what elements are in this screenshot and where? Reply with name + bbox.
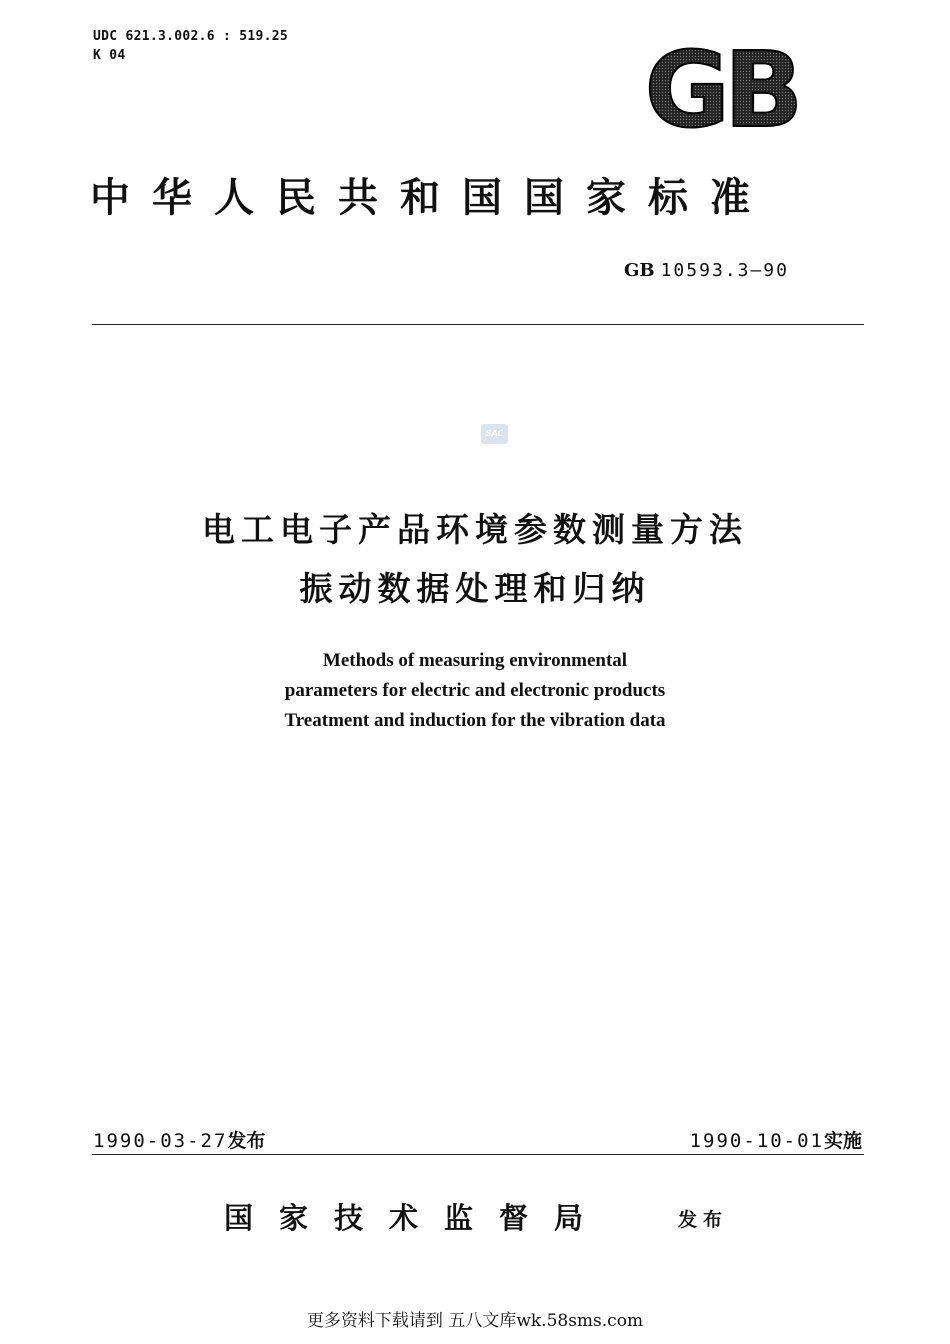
footer-download-note: 更多资料下载请到 五八文库wk.58sms.com bbox=[306, 1311, 644, 1331]
standard-code: 10593.3—90 bbox=[660, 260, 789, 281]
udc-code: UDC 621.3.002.6 : 519.25 bbox=[93, 29, 289, 44]
english-title-line-2: parameters for electric and electronic products bbox=[284, 680, 666, 701]
publish-date bbox=[93, 1126, 265, 1153]
english-title-line-1: Methods of measuring environmental bbox=[322, 650, 628, 671]
standard-prefix: GB bbox=[624, 260, 655, 281]
sac-watermark: SAC bbox=[481, 424, 508, 444]
gb-logo bbox=[628, 40, 814, 136]
chinese-title-line-2: 振动数据处理和归纳 bbox=[299, 569, 651, 608]
issuing-authority: 国家技术监督局 bbox=[224, 1201, 610, 1235]
implement-date bbox=[690, 1126, 862, 1153]
publish-date-value: 1990-03-27 bbox=[93, 1130, 228, 1152]
udc-classification bbox=[93, 27, 288, 65]
implement-label: 实施 bbox=[823, 1130, 862, 1152]
standard-number bbox=[624, 260, 789, 281]
national-standard-title: 中华人民共和国国家标准 bbox=[90, 174, 772, 221]
class-code: K 04 bbox=[93, 48, 126, 63]
issuing-action: 发布 bbox=[678, 1209, 729, 1231]
chinese-title-line-1: 电工电子产品环境参数测量方法 bbox=[202, 510, 748, 549]
bottom-divider bbox=[92, 1154, 864, 1155]
implement-date-value: 1990-10-01 bbox=[689, 1130, 824, 1152]
publish-label: 发布 bbox=[227, 1130, 266, 1152]
top-divider bbox=[92, 324, 864, 325]
gb-logo-text: GB bbox=[644, 40, 798, 136]
english-title bbox=[0, 646, 950, 736]
english-title-line-3: Treatment and induction for the vibration data bbox=[284, 710, 666, 731]
